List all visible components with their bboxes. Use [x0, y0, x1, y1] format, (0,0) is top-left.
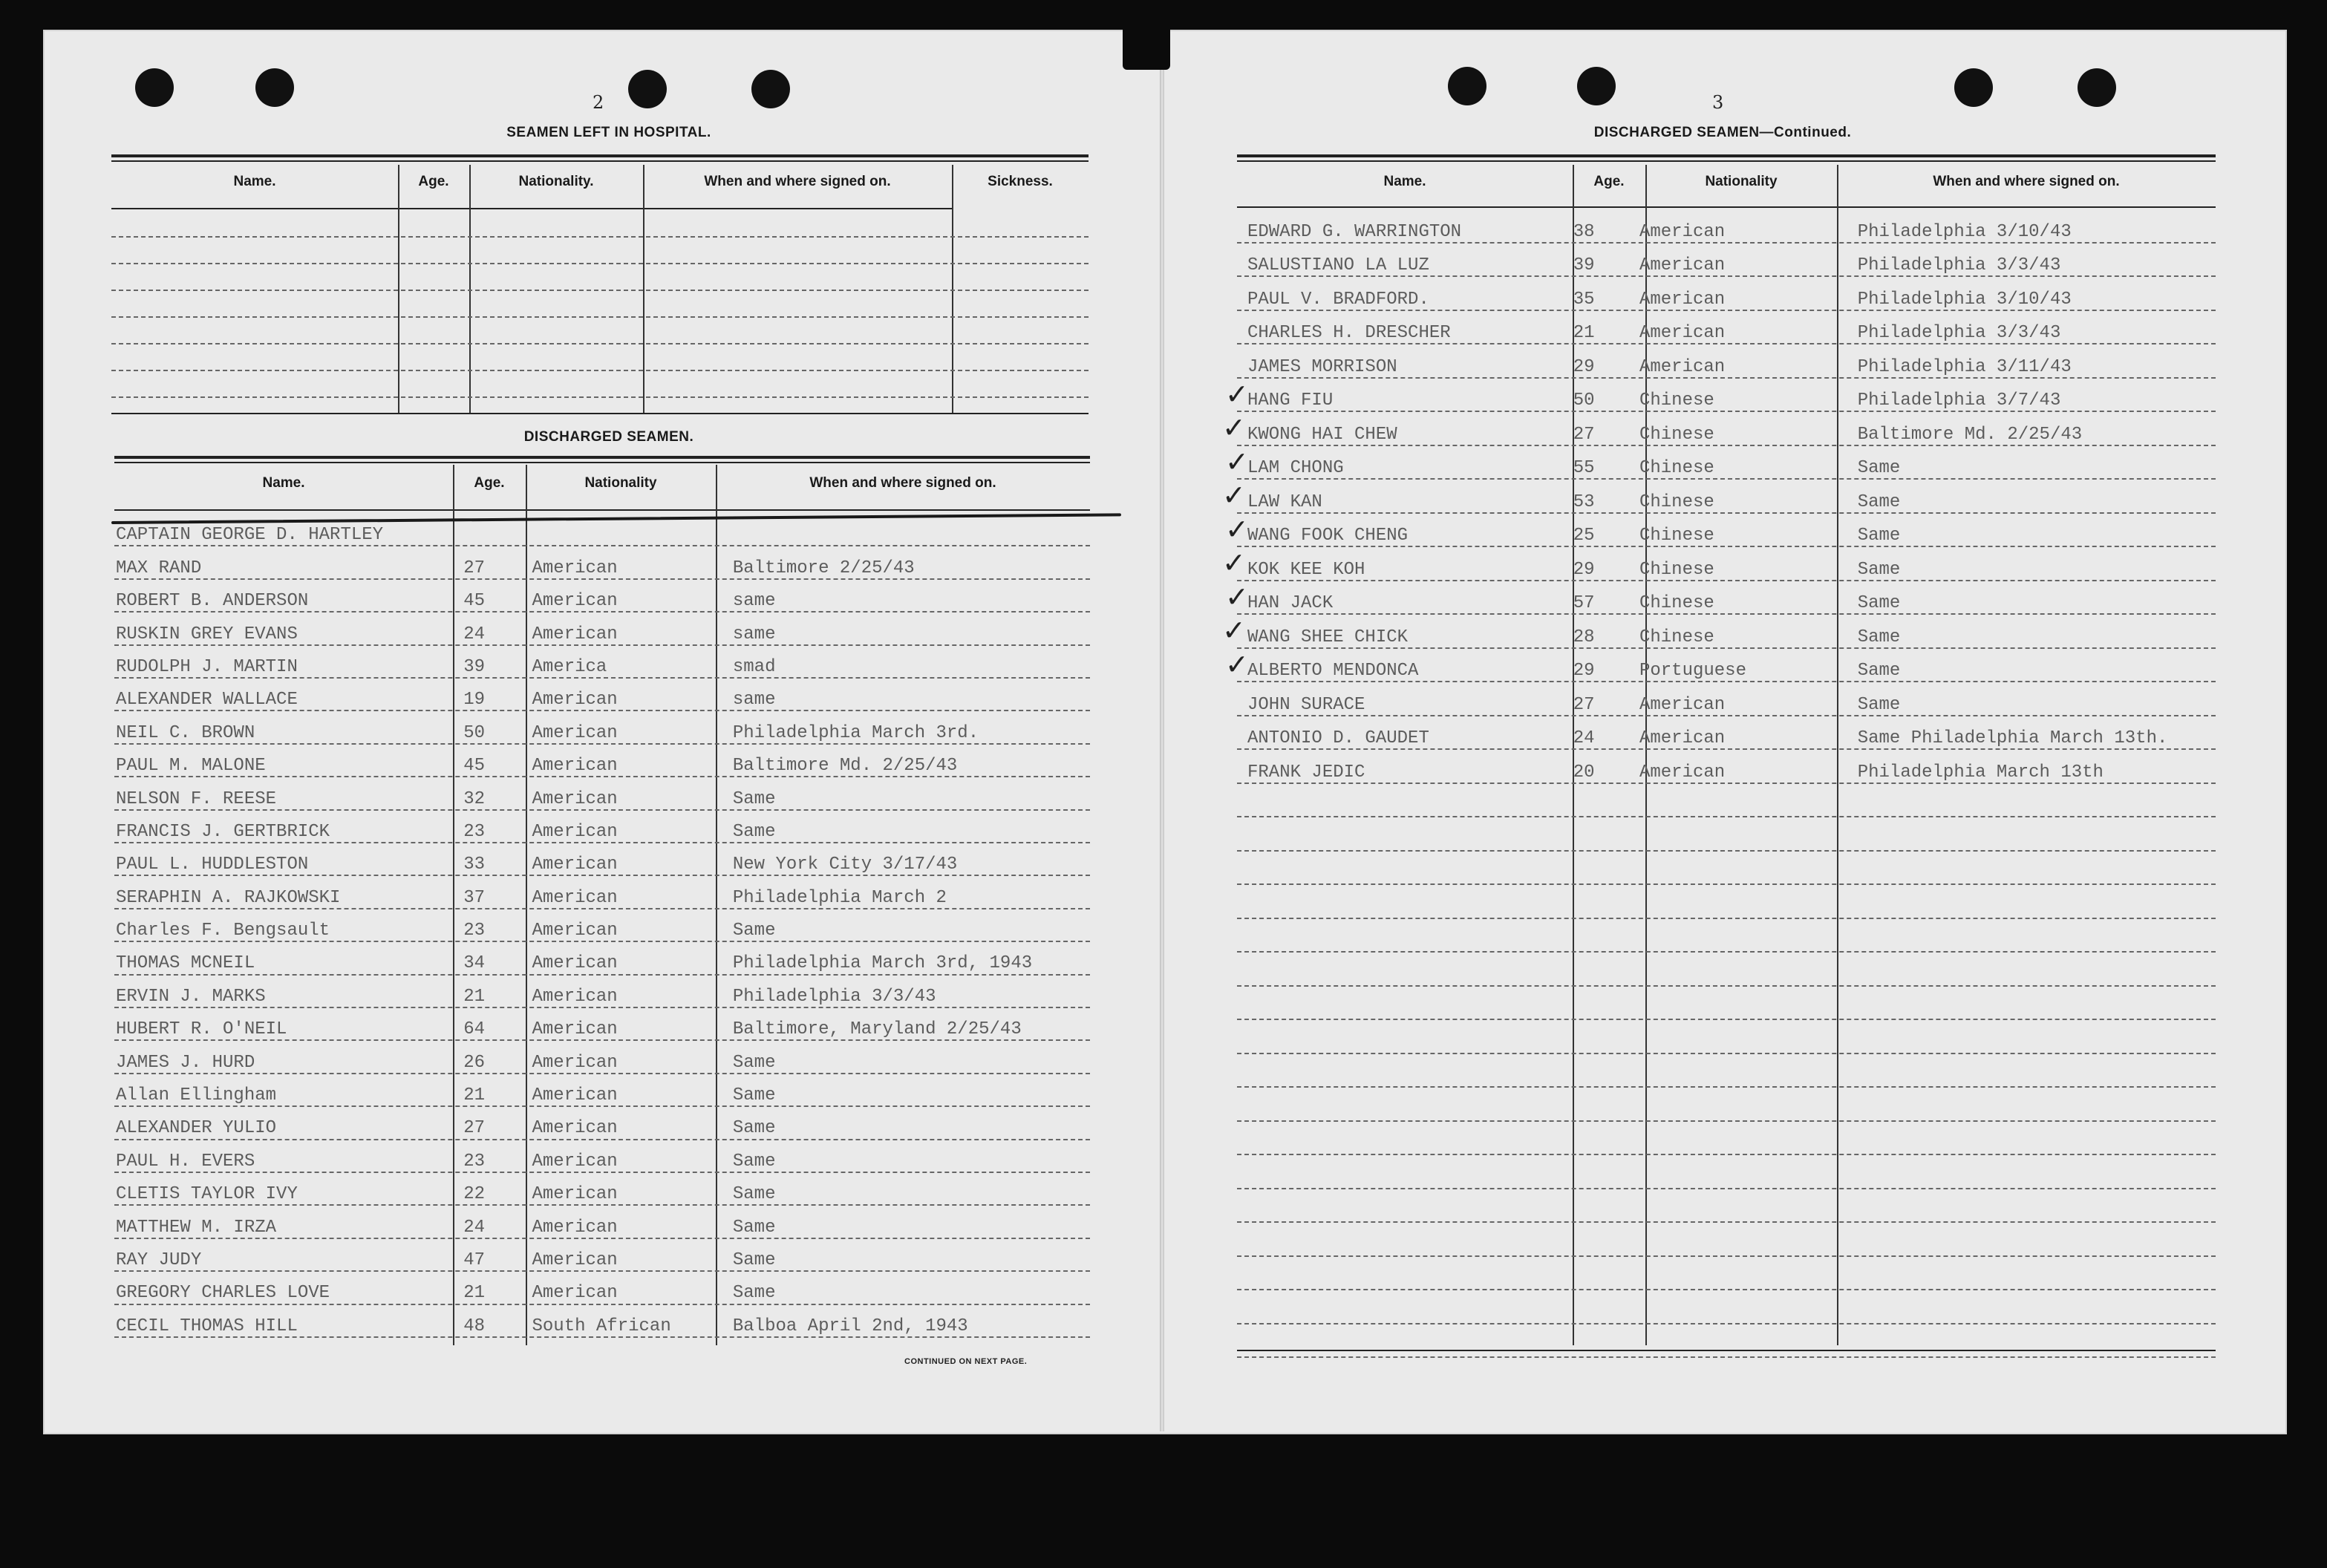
row-rule	[1237, 1086, 2216, 1088]
cell-age: 33	[463, 855, 486, 875]
discharged-col-age: Age.	[474, 475, 505, 491]
cell-signed-on: Baltimore Md. 2/25/43	[1857, 424, 2083, 445]
cell-nationality: American	[1639, 289, 1726, 310]
cell-nationality: American	[1639, 323, 1726, 343]
cell-nationality: American	[532, 1118, 618, 1139]
check-mark-icon: ✓	[1225, 377, 1249, 411]
cell-name: NEIL C. BROWN	[116, 722, 255, 743]
cell-age: 20	[1573, 762, 1595, 783]
cell-nationality: American	[532, 591, 618, 612]
cell-name: MATTHEW M. IRZA	[116, 1217, 277, 1238]
punch-hole	[1954, 68, 1993, 107]
cell-name: PAUL H. EVERS	[116, 1151, 255, 1172]
row-rule	[1237, 1221, 2216, 1223]
table-row	[1237, 411, 2216, 445]
cell-signed-on: Baltimore 2/25/43	[732, 558, 915, 578]
cell-name: RUDOLPH J. MARTIN	[116, 656, 298, 677]
cell-age: 48	[463, 1316, 486, 1336]
hospital-blank-row	[111, 396, 1089, 398]
cell-name: HAN JACK	[1247, 593, 1334, 613]
cell-name: JOHN SURACE	[1247, 694, 1365, 715]
table-row	[114, 1238, 1090, 1270]
cell-age: 57	[1573, 593, 1595, 613]
cell-signed-on: Same	[732, 1283, 776, 1304]
table-row	[114, 1204, 1090, 1237]
cell-name: PAUL L. HUDDLESTON	[116, 855, 309, 875]
cell-nationality: American	[532, 953, 618, 974]
cell-age: 21	[1573, 323, 1595, 343]
page-fold	[1160, 30, 1164, 1431]
cell-nationality: American	[532, 1283, 618, 1304]
cell-age: 25	[1573, 526, 1595, 546]
cell-nationality: Chinese	[1639, 424, 1714, 445]
cell-age: 29	[1573, 559, 1595, 580]
cell-signed-on: Same Philadelphia March 13th.	[1857, 728, 2168, 748]
cell-name: ALBERTO MENDONCA	[1247, 661, 1419, 681]
cell-name: JAMES J. HURD	[116, 1052, 255, 1073]
cell-signed-on: Same	[732, 1052, 776, 1073]
cell-signed-on: Balboa April 2nd, 1943	[732, 1316, 968, 1336]
cell-signed-on: Same	[732, 1184, 776, 1205]
row-rule	[1237, 1154, 2216, 1155]
continued-heading: DISCHARGED SEAMEN—Continued.	[1593, 125, 1852, 140]
cell-signed-on: smad	[732, 656, 776, 677]
table-row	[114, 743, 1090, 776]
row-rule	[1237, 816, 2216, 817]
table-row	[1237, 242, 2216, 276]
hospital-bottom-rule	[111, 413, 1089, 414]
table-row	[114, 908, 1090, 941]
cell-signed-on: Same	[1857, 559, 1901, 580]
table-row	[114, 941, 1090, 973]
hospital-col-name: Name.	[233, 174, 276, 189]
cell-age: 45	[463, 591, 486, 612]
cell-signed-on: New York City 3/17/43	[732, 855, 958, 875]
cell-name: ANTONIO D. GAUDET	[1247, 728, 1429, 748]
cell-nationality: American	[1639, 694, 1726, 715]
hospital-col-sickness: Sickness.	[988, 174, 1053, 189]
check-mark-icon: ✓	[1222, 479, 1246, 512]
cell-nationality: American	[532, 690, 618, 710]
table-row	[1237, 445, 2216, 479]
cell-nationality: American	[532, 1085, 618, 1106]
hospital-blank-row	[111, 316, 1089, 318]
row-rule	[1237, 985, 2216, 987]
row-rule	[1237, 883, 2216, 885]
cell-age: 45	[463, 756, 486, 777]
cell-name: ERVIN J. MARKS	[116, 986, 266, 1007]
row-rule	[1237, 1323, 2216, 1324]
cell-signed-on: Same	[732, 1085, 776, 1106]
cell-nationality: Chinese	[1639, 491, 1714, 512]
table-row	[114, 842, 1090, 875]
cell-signed-on: Philadelphia 3/10/43	[1857, 289, 2072, 310]
cell-nationality: American	[532, 986, 618, 1007]
cell-name: LAW KAN	[1247, 491, 1322, 512]
cell-age: 24	[463, 1217, 486, 1238]
cell-signed-on: same	[732, 624, 776, 644]
hospital-blank-row	[111, 236, 1089, 238]
cell-nationality: American	[532, 1217, 618, 1238]
table-row	[1237, 613, 2216, 647]
cell-signed-on: Same	[732, 821, 776, 842]
cell-nationality: American	[1639, 762, 1726, 783]
cell-name: SERAPHIN A. RAJKOWSKI	[116, 887, 341, 908]
cell-signed-on: Philadelphia 3/3/43	[732, 986, 936, 1007]
cell-age: 32	[463, 788, 486, 809]
table-row	[1237, 546, 2216, 580]
cell-age: 27	[463, 1118, 486, 1139]
cell-signed-on: Philadelphia 3/7/43	[1857, 391, 2061, 411]
cell-nationality: American	[532, 1151, 618, 1172]
cell-signed-on: Same	[732, 921, 776, 941]
cell-nationality: American	[532, 1019, 618, 1040]
cell-name: RAY JUDY	[116, 1250, 202, 1270]
table-row	[114, 578, 1090, 611]
cell-nationality: American	[532, 821, 618, 842]
cell-age: 37	[463, 887, 486, 908]
cell-nationality: Chinese	[1639, 391, 1714, 411]
cell-signed-on: Philadelphia 3/10/43	[1857, 221, 2072, 242]
cell-signed-on: Philadelphia March 13th	[1857, 762, 2104, 783]
punch-hole	[628, 70, 667, 108]
cell-nationality: American	[532, 855, 618, 875]
cell-age: 35	[1573, 289, 1595, 310]
cell-age: 21	[463, 1085, 486, 1106]
continued-note: CONTINUED ON NEXT PAGE.	[904, 1357, 1028, 1366]
cell-age: 39	[1573, 255, 1595, 275]
cell-age: 29	[1573, 356, 1595, 377]
table-row	[1237, 208, 2216, 242]
cell-age: 26	[463, 1052, 486, 1073]
cell-signed-on: Same	[1857, 526, 1901, 546]
hospital-heading: SEAMEN LEFT IN HOSPITAL.	[506, 125, 711, 140]
check-mark-icon: ✓	[1225, 512, 1249, 546]
cell-nationality: American	[532, 1184, 618, 1205]
cell-signed-on: Philadelphia 3/11/43	[1857, 356, 2072, 377]
cell-age: 38	[1573, 221, 1595, 242]
cell-name: WANG SHEE CHICK	[1247, 627, 1409, 647]
cell-name: SALUSTIANO LA LUZ	[1247, 255, 1429, 275]
discharged-col-nationality: Nationality	[584, 475, 657, 491]
row-rule	[114, 1336, 1090, 1338]
table-row	[114, 1138, 1090, 1171]
cell-nationality: American	[532, 887, 618, 908]
hospital-col-signed-on: When and where signed on.	[704, 174, 891, 189]
cell-age: 19	[463, 690, 486, 710]
cell-nationality: American	[1639, 221, 1726, 242]
discharged-top-rule	[114, 456, 1090, 459]
cell-age: 53	[1573, 491, 1595, 512]
cell-signed-on: Same	[732, 1250, 776, 1270]
cell-nationality: American	[1639, 356, 1726, 377]
cell-name: WANG FOOK CHENG	[1247, 526, 1409, 546]
cell-age: 24	[1573, 728, 1595, 748]
table-row	[1237, 512, 2216, 546]
table-row	[1237, 377, 2216, 411]
discharged-col-signed-on: When and where signed on.	[809, 475, 996, 491]
cell-name: ROBERT B. ANDERSON	[116, 591, 309, 612]
table-row	[114, 973, 1090, 1006]
binder-clip	[1123, 30, 1170, 70]
cell-name: HUBERT R. O'NEIL	[116, 1019, 287, 1040]
cell-signed-on: Same	[1857, 491, 1901, 512]
cell-name: KOK KEE KOH	[1247, 559, 1365, 580]
table-row	[114, 1270, 1090, 1303]
cell-nationality: America	[532, 656, 607, 677]
table-row	[114, 1007, 1090, 1039]
cell-age: 34	[463, 953, 486, 974]
cell-name: ALEXANDER YULIO	[116, 1118, 277, 1139]
hospital-blank-row	[111, 343, 1089, 344]
right-top-rule	[1237, 160, 2216, 162]
cell-age: 50	[463, 722, 486, 743]
cell-name: KWONG HAI CHEW	[1247, 424, 1397, 445]
cell-nationality: American	[532, 921, 618, 941]
check-mark-icon: ✓	[1225, 580, 1249, 613]
check-mark-icon: ✓	[1222, 411, 1246, 444]
punch-hole	[2078, 68, 2116, 107]
cell-nationality: American	[532, 722, 618, 743]
cell-age: 27	[1573, 424, 1595, 445]
row-rule	[1237, 918, 2216, 919]
cell-age: 28	[1573, 627, 1595, 647]
check-mark-icon: ✓	[1225, 445, 1249, 478]
cell-nationality: Chinese	[1639, 593, 1714, 613]
cell-age: 23	[463, 1151, 486, 1172]
cell-age: 50	[1573, 391, 1595, 411]
table-row	[114, 644, 1090, 677]
table-row	[114, 611, 1090, 644]
table-row	[114, 1073, 1090, 1105]
page-number: 3	[1712, 92, 1724, 113]
cell-age: 64	[463, 1019, 486, 1040]
cell-name: HANG FIU	[1247, 391, 1334, 411]
hospital-top-rule	[111, 154, 1089, 157]
right-col-signed-on: When and where signed on.	[1933, 174, 2120, 189]
table-row	[114, 710, 1090, 742]
row-rule	[1237, 1356, 2216, 1358]
punch-hole	[1448, 67, 1486, 105]
page-number: 2	[593, 92, 604, 113]
discharged-col-name: Name.	[262, 475, 305, 491]
check-mark-icon: ✓	[1222, 546, 1246, 579]
cell-name: NELSON F. REESE	[116, 788, 277, 809]
cell-name: CLETIS TAYLOR IVY	[116, 1184, 298, 1205]
table-row	[1237, 681, 2216, 715]
cell-name: ALEXANDER WALLACE	[116, 690, 298, 710]
table-row	[114, 809, 1090, 842]
hospital-top-rule	[111, 160, 1089, 162]
right-top-rule	[1237, 154, 2216, 157]
cell-nationality: South African	[532, 1316, 671, 1336]
table-row	[1237, 275, 2216, 310]
cell-name: CHARLES H. DRESCHER	[1247, 323, 1451, 343]
table-row	[114, 677, 1090, 710]
cell-name: THOMAS MCNEIL	[116, 953, 255, 974]
cell-signed-on: Same	[1857, 627, 1901, 647]
cell-age: 27	[463, 558, 486, 578]
table-row	[1237, 310, 2216, 344]
cell-name: FRANK JEDIC	[1247, 762, 1365, 783]
table-row	[114, 1303, 1090, 1336]
table-row	[1237, 343, 2216, 377]
cell-nationality: American	[1639, 728, 1726, 748]
cell-nationality: American	[532, 624, 618, 644]
hospital-col-nationality: Nationality.	[518, 174, 594, 189]
cell-age: 29	[1573, 661, 1595, 681]
cell-signed-on: Philadelphia March 2	[732, 887, 947, 908]
cell-name: EDWARD G. WARRINGTON	[1247, 221, 1462, 242]
cell-signed-on: Same	[732, 1151, 776, 1172]
table-row	[114, 545, 1090, 578]
row-rule	[1237, 1188, 2216, 1189]
row-rule	[1237, 850, 2216, 852]
cell-age: 21	[463, 986, 486, 1007]
cell-age: 21	[463, 1283, 486, 1304]
hospital-col-age: Age.	[418, 174, 449, 189]
cell-signed-on: Same	[732, 788, 776, 809]
row-rule	[1237, 1255, 2216, 1257]
cell-nationality: American	[532, 1250, 618, 1270]
cell-name: PAUL V. BRADFORD.	[1247, 289, 1429, 310]
row-rule	[1237, 1289, 2216, 1290]
table-row	[114, 875, 1090, 907]
cell-signed-on: same	[732, 690, 776, 710]
table-row	[114, 1105, 1090, 1138]
cell-nationality: American	[532, 558, 618, 578]
punch-hole	[255, 68, 294, 107]
hospital-blank-row	[111, 263, 1089, 264]
cell-signed-on: Philadelphia 3/3/43	[1857, 255, 2061, 275]
cell-name: LAM CHONG	[1247, 458, 1344, 478]
row-rule	[1237, 1120, 2216, 1122]
cell-nationality: Chinese	[1639, 627, 1714, 647]
discharged-heading: DISCHARGED SEAMEN.	[523, 429, 694, 445]
check-mark-icon: ✓	[1225, 647, 1249, 681]
cell-name: CAPTAIN GEORGE D. HARTLEY	[116, 525, 384, 546]
table-row	[1237, 647, 2216, 682]
table-row	[114, 776, 1090, 808]
cell-age: 55	[1573, 458, 1595, 478]
cell-nationality: American	[532, 756, 618, 777]
cell-age: 23	[463, 821, 486, 842]
cell-signed-on: Same	[1857, 593, 1901, 613]
cell-signed-on: Same	[732, 1118, 776, 1139]
cell-age: 39	[463, 656, 486, 677]
row-rule	[1237, 951, 2216, 953]
right-table	[1237, 208, 2216, 783]
cell-name: Allan Ellingham	[116, 1085, 277, 1106]
cell-age: 23	[463, 921, 486, 941]
cell-nationality: American	[532, 788, 618, 809]
right-col-nationality: Nationality	[1705, 174, 1778, 189]
cell-name: RUSKIN GREY EVANS	[116, 624, 298, 644]
check-mark-icon: ✓	[1222, 614, 1246, 647]
cell-signed-on: Same	[1857, 694, 1901, 715]
cell-nationality: Chinese	[1639, 458, 1714, 478]
cell-signed-on: Same	[732, 1217, 776, 1238]
table-row	[114, 1172, 1090, 1204]
discharged-top-rule	[114, 462, 1090, 463]
discharged-header-rule	[114, 509, 1090, 511]
cell-nationality: Chinese	[1639, 526, 1714, 546]
cell-signed-on: Same	[1857, 661, 1901, 681]
right-col-name: Name.	[1383, 174, 1426, 189]
row-rule	[1237, 1019, 2216, 1020]
table-row	[1237, 478, 2216, 512]
cell-signed-on: Philadelphia 3/3/43	[1857, 323, 2061, 343]
hospital-blank-row	[111, 290, 1089, 291]
hospital-blank-row	[111, 370, 1089, 371]
cell-age: 24	[463, 624, 486, 644]
cell-signed-on: Same	[1857, 458, 1901, 478]
discharged-table	[114, 512, 1090, 1336]
table-row	[114, 1039, 1090, 1072]
cell-age	[438, 512, 524, 545]
punch-hole	[751, 70, 790, 108]
punch-hole	[135, 68, 174, 107]
row-rule	[1237, 783, 2216, 784]
cell-name: PAUL M. MALONE	[116, 756, 266, 777]
table-row	[1237, 715, 2216, 749]
hospital-header-rule	[111, 208, 952, 209]
cell-nationality: American	[1639, 255, 1726, 275]
table-row	[1237, 748, 2216, 783]
cell-signed-on: Philadelphia March 3rd.	[732, 722, 979, 743]
cell-nationality: Portuguese	[1639, 661, 1746, 681]
cell-age: 22	[463, 1184, 486, 1205]
cell-signed-on: Philadelphia March 3rd, 1943	[732, 953, 1033, 974]
cell-signed-on: Baltimore, Maryland 2/25/43	[732, 1019, 1022, 1040]
cell-name: Charles F. Bengsault	[116, 921, 330, 941]
right-col-age: Age.	[1593, 174, 1625, 189]
row-rule	[1237, 1053, 2216, 1054]
cell-name: GREGORY CHARLES LOVE	[116, 1283, 330, 1304]
cell-age: 47	[463, 1250, 486, 1270]
cell-age: 27	[1573, 694, 1595, 715]
cell-name: CECIL THOMAS HILL	[116, 1316, 298, 1336]
cell-nationality: Chinese	[1639, 559, 1714, 580]
right-bottom-rule	[1237, 1350, 2216, 1351]
punch-hole	[1577, 67, 1616, 105]
cell-name: MAX RAND	[116, 558, 202, 578]
cell-signed-on: same	[732, 591, 776, 612]
cell-signed-on: Baltimore Md. 2/25/43	[732, 756, 958, 777]
cell-name: JAMES MORRISON	[1247, 356, 1397, 377]
table-row	[1237, 580, 2216, 614]
cell-nationality: American	[532, 1052, 618, 1073]
cell-name: FRANCIS J. GERTBRICK	[116, 821, 330, 842]
